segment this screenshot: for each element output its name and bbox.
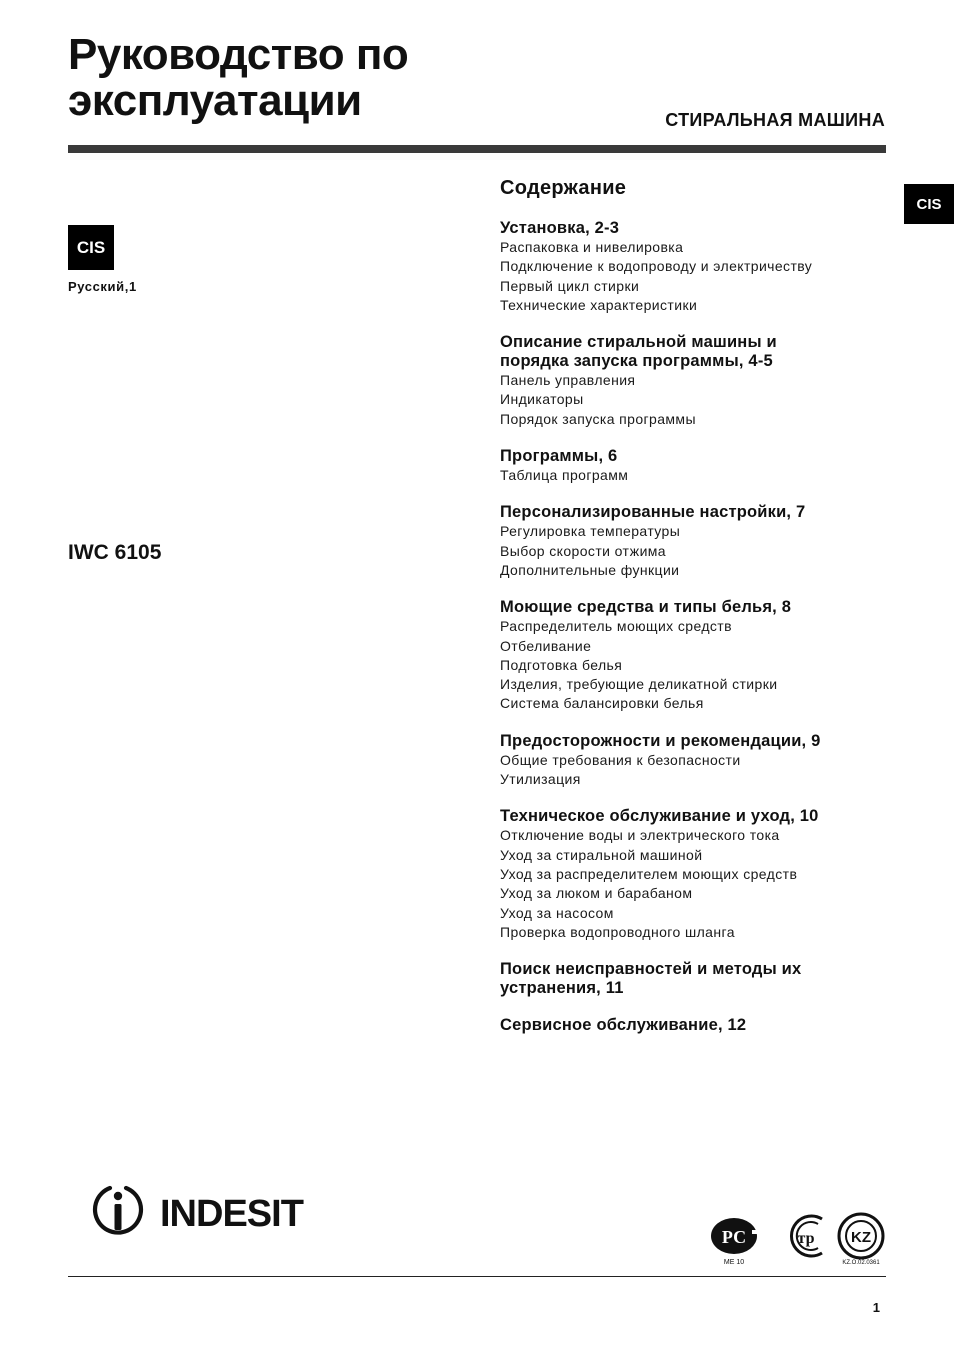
title-line-1: Руководство по	[68, 30, 409, 79]
svg-text:РС: РС	[721, 1227, 747, 1247]
toc-item: Уход за распределителем моющих средств	[500, 865, 798, 882]
toc-item: Порядок запуска программы	[500, 410, 696, 427]
toc-item: Утилизация	[500, 771, 581, 788]
toc-item: Распределитель моющих средств	[500, 618, 732, 635]
toc-item: Таблица программ	[500, 467, 629, 484]
toc-section-title: Предосторожности и рекомендации, 9	[500, 731, 821, 750]
toc-section-title: Персонализированные настройки, 7	[500, 503, 806, 522]
indesit-logo	[88, 1182, 328, 1240]
toc-item: Уход за стиральной машиной	[500, 846, 703, 863]
footer-divider	[68, 1276, 886, 1277]
gost-r-mark-icon	[791, 1216, 822, 1256]
table-of-contents	[500, 176, 900, 1053]
toc-heading: Содержание	[500, 177, 627, 199]
title-line-2: эксплуатации	[68, 76, 362, 125]
toc-section-title: Техническое обслуживание и уход, 10	[500, 807, 819, 826]
language-label: Русский,1	[68, 279, 137, 294]
toc-section	[500, 1016, 900, 1035]
toc-section	[500, 960, 900, 998]
brand-wordmark: INDESIT	[160, 1193, 303, 1235]
toc-item: Подготовка белья	[500, 656, 623, 673]
toc-section	[500, 807, 900, 942]
toc-item: Уход за люком и барабаном	[500, 885, 693, 902]
kz-code: KZ.O.02.0361	[842, 1260, 880, 1266]
indesit-logo-icon	[95, 1188, 141, 1233]
toc-sections	[500, 219, 900, 1035]
toc-item: Панель управления	[500, 372, 636, 389]
toc-section	[500, 503, 900, 580]
toc-section	[500, 219, 900, 315]
model-number: IWC 6105	[68, 541, 162, 564]
svg-text:KZ: KZ	[851, 1229, 871, 1246]
toc-section	[500, 447, 900, 485]
kz-mark-icon	[839, 1214, 883, 1258]
toc-section-title: Установка, 2-3	[500, 219, 620, 237]
toc-item: Дополнительные функции	[500, 561, 680, 578]
toc-item: Индикаторы	[500, 391, 584, 408]
toc-section-title: Описание стиральной машины и порядка запуска программы, 4-5	[500, 333, 777, 371]
toc-item: Подключение к водопроводу и электричеству	[500, 258, 813, 275]
toc-item: Отключение воды и электрического тока	[500, 827, 780, 844]
header-divider	[68, 145, 886, 153]
side-language-tab: CIS	[904, 184, 954, 224]
language-badge: CIS	[68, 225, 114, 270]
toc-item: Выбор скорости отжима	[500, 542, 666, 559]
toc-section	[500, 598, 900, 713]
toc-item: Первый цикл стирки	[500, 277, 640, 294]
svg-text:тр: тр	[797, 1230, 815, 1247]
toc-item: Регулировка температуры	[500, 523, 681, 540]
toc-item: Технические характеристики	[500, 296, 698, 313]
page-number: 1	[872, 1300, 880, 1315]
toc-item: Уход за насосом	[500, 904, 614, 921]
toc-item: Распаковка и нивелировка	[500, 239, 684, 255]
product-type-subtitle: СТИРАЛЬНАЯ МАШИНА	[665, 110, 885, 130]
toc-section-title: Моющие средства и типы белья, 8	[500, 598, 792, 617]
page-title	[68, 32, 408, 124]
toc-section	[500, 333, 900, 429]
certification-marks	[708, 1212, 890, 1268]
toc-section-title: Программы, 6	[500, 447, 618, 466]
toc-section-title: Поиск неисправностей и методы их устранения, 11	[500, 960, 802, 998]
toc-item: Отбеливание	[500, 637, 592, 654]
toc-section-title: Сервисное обслуживание, 12	[500, 1016, 747, 1035]
toc-item: Изделия, требующие деликатной стирки	[500, 676, 778, 693]
pct-mark-icon	[711, 1218, 760, 1254]
toc-item: Проверка водопроводного шланга	[500, 923, 735, 940]
pct-code: ME 10	[723, 1259, 745, 1266]
toc-section	[500, 732, 900, 790]
toc-item: Система балансировки белья	[500, 695, 704, 712]
toc-item: Общие требования к безопасности	[500, 751, 741, 768]
